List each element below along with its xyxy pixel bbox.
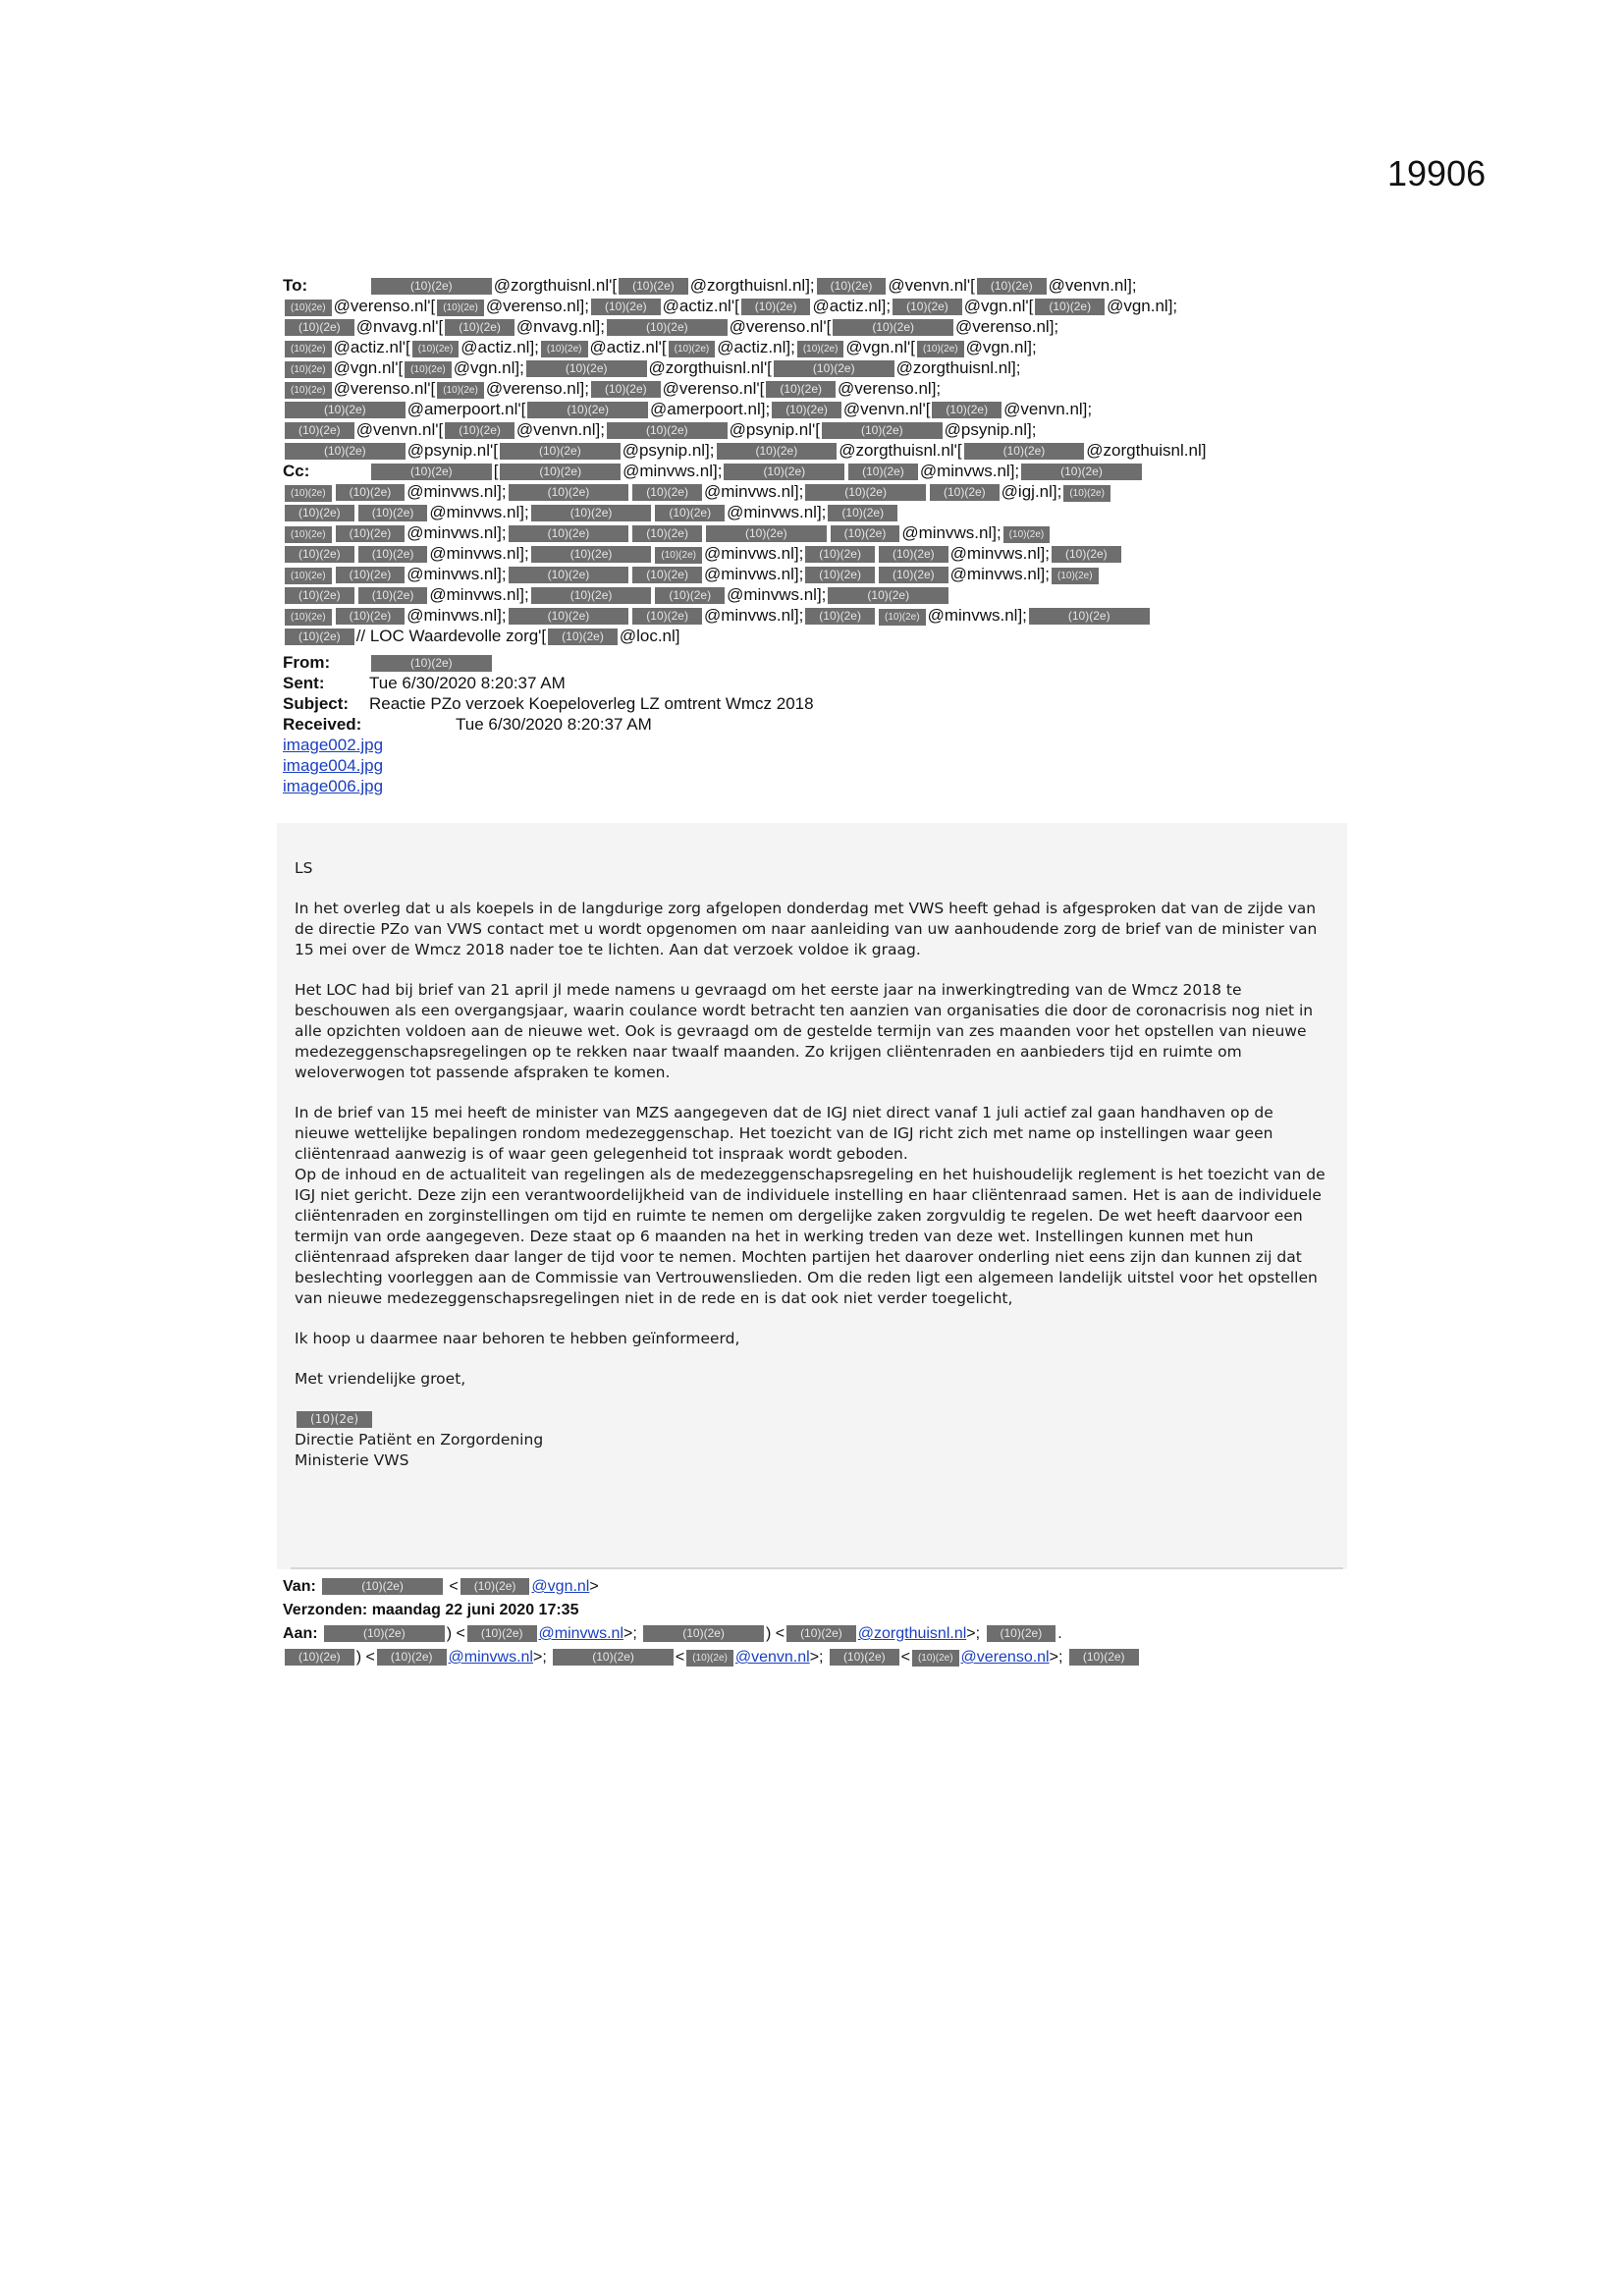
to-line-5 [283, 357, 1343, 378]
cc-line-2 [283, 481, 1343, 502]
redaction: (10)(2e) [285, 300, 332, 316]
redaction: (10)(2e) [336, 484, 406, 501]
email-link[interactable]: @minvws.nl [448, 1649, 533, 1666]
redaction: (10)(2e) [828, 505, 897, 521]
redaction: (10)(2e) [553, 1649, 674, 1666]
cc-address: @minvws.nl]; [406, 523, 507, 542]
to-address: @verenso.nl]; [838, 379, 942, 398]
redaction: (10)(2e) [437, 382, 484, 399]
to-address: @venvn.nl'[ [355, 420, 444, 439]
redaction: (10)(2e) [932, 402, 1001, 418]
redaction: (10)(2e) [371, 655, 492, 672]
redaction: (10)(2e) [460, 1578, 530, 1595]
bracket: ) < [765, 1625, 785, 1642]
attachment-link[interactable]: image006.jpg [283, 777, 384, 795]
redaction: (10)(2e) [977, 278, 1047, 295]
aan-label: Aan: [283, 1625, 318, 1642]
redaction: (10)(2e) [1021, 464, 1142, 480]
to-address: @vgn.nl'[ [333, 358, 404, 377]
redaction: (10)(2e) [336, 608, 406, 625]
email-link[interactable]: @vgn.nl [531, 1578, 590, 1595]
redaction: (10)(2e) [500, 443, 621, 460]
redaction: (10)(2e) [500, 464, 621, 480]
redaction: (10)(2e) [531, 587, 652, 604]
bracket: ) < [446, 1625, 465, 1642]
redaction: (10)(2e) [541, 341, 588, 357]
paragraph: Op de inhoud en de actualiteit van regelingen als de medezeggenschapsregeling en het huishoudelijk reglement is het toezicht van de IGJ niet gericht. Deze zijn een verantwoordelijkheid van de individuele instelling en haar cliëntenraad samen. Het is aan de individuele cliëntenraden en zorginstellingen om tijd en ruimte te nemen om dergelijke zaken zorgvuldig te regelen. De wet heeft daarvoor een termijn van orde aangegeven. Deze staat op 6 maanden na het in werking treden van deze wet. Instellingen kunnen met hun cliëntenraad afspreken daar langer de tijd voor te nemen. Mochten partijen het daarover onderling niet eens zijn dan kunnen zij dat beslechting voorleggen aan de Commissie van Vertrouwenslieden. Om die reden ligt een algemeen landelijk uitstel voor het opstellen van nieuwe medezeggenschapsregelingen niet in de rede en is dat ook niet verder toegelicht, [295, 1166, 1326, 1307]
cc-line-3 [283, 502, 1343, 522]
email-link[interactable]: @minvws.nl [538, 1625, 623, 1642]
redaction: (10)(2e) [805, 484, 926, 501]
to-address: @venvn.nl'[ [842, 400, 931, 418]
redaction: (10)(2e) [1003, 526, 1051, 543]
redaction: (10)(2e) [831, 525, 900, 542]
to-line-3 [283, 316, 1343, 337]
redaction: (10)(2e) [322, 1578, 443, 1595]
to-address: @amerpoort.nl'[ [406, 400, 526, 418]
redaction: (10)(2e) [655, 547, 702, 564]
received-label: Received: [283, 715, 362, 734]
redaction: (10)(2e) [848, 464, 918, 480]
to-address: @verenso.nl]; [955, 317, 1059, 336]
redaction: (10)(2e) [619, 278, 688, 295]
redaction: (10)(2e) [1052, 546, 1121, 563]
redaction: (10)(2e) [797, 341, 844, 357]
to-line-1 [283, 275, 1343, 296]
redaction: (10)(2e) [774, 360, 894, 377]
redaction: (10)(2e) [285, 402, 406, 418]
redaction: (10)(2e) [1035, 299, 1105, 315]
redaction: (10)(2e) [717, 443, 838, 460]
attachment-link[interactable]: image002.jpg [283, 736, 384, 754]
redaction: (10)(2e) [591, 381, 661, 398]
redaction: (10)(2e) [509, 525, 629, 542]
redaction: (10)(2e) [632, 484, 702, 501]
redaction: (10)(2e) [655, 505, 725, 521]
signature [295, 1409, 1329, 1471]
subject-label: Subject: [283, 694, 350, 713]
redaction: (10)(2e) [805, 546, 875, 563]
to-address: @verenso.nl'[ [729, 317, 832, 336]
redaction: (10)(2e) [643, 1625, 764, 1642]
redaction: (10)(2e) [686, 1650, 733, 1667]
cc-label: Cc: [283, 462, 310, 480]
verzonden-label: Verzonden: [283, 1602, 368, 1618]
redaction: (10)(2e) [669, 341, 716, 357]
redaction: (10)(2e) [358, 587, 428, 604]
closing: Met vriendelijke groet, [295, 1370, 466, 1388]
paragraph: Het LOC had bij brief van 21 april jl mede namens u gevraagd om het eerste jaar na inwerkingtreding van de Wmcz 2018 te beschouwen als een overgangsjaar, waarin coulance wordt betracht ten aanzien van organisaties die door de coronacrisis nog niet in alle opzichten voldoen aan de nieuwe wet. Ook is gevraagd om de gestelde termijn van zes maanden voor het opstellen van nieuwe medezeggenschapsregelingen op te rekken naar twaalf maanden. Zo krijgen cliëntenraden en aanbieders tijd en ruimte om weloverwogen tot passende afspraken te komen. [295, 981, 1314, 1081]
redaction: (10)(2e) [607, 319, 728, 336]
redaction: (10)(2e) [336, 525, 406, 542]
redaction: (10)(2e) [766, 381, 836, 398]
cc-address: @minvws.nl]; [406, 565, 507, 583]
redaction: (10)(2e) [285, 568, 332, 584]
email-meta [283, 652, 814, 735]
separator-text: >; [809, 1649, 824, 1666]
separator-text: >; [1049, 1649, 1063, 1666]
redaction: (10)(2e) [531, 546, 652, 563]
redaction: (10)(2e) [632, 525, 702, 542]
cc-address: @minvws.nl]; [703, 482, 804, 501]
redaction: (10)(2e) [445, 319, 514, 336]
verzonden-value: maandag 22 juni 2020 17:35 [371, 1602, 579, 1618]
email-link[interactable]: @zorgthuisnl.nl [857, 1625, 967, 1642]
redaction: (10)(2e) [632, 567, 702, 583]
redaction: (10)(2e) [445, 422, 514, 439]
redaction: (10)(2e) [285, 341, 332, 357]
cc-address: @minvws.nl]; [949, 544, 1050, 563]
to-address: @vgn.nl]; [965, 338, 1037, 356]
redaction: (10)(2e) [285, 505, 354, 521]
to-address: @actiz.nl]; [460, 338, 539, 356]
to-address: @venvn.nl]; [1048, 276, 1137, 295]
redaction: (10)(2e) [285, 382, 332, 399]
separator [291, 1567, 1343, 1569]
sent-label: Sent: [283, 674, 325, 692]
to-address: @actiz.nl'[ [333, 338, 410, 356]
redaction: (10)(2e) [591, 299, 661, 315]
to-label: To: [283, 276, 308, 295]
cc-address: @minvws.nl]; [727, 503, 827, 521]
bracket: ) < [355, 1649, 375, 1666]
signature-line: Ministerie VWS [295, 1451, 409, 1469]
to-address: @zorgthuisnl.nl'[ [648, 358, 772, 377]
received-value: Tue 6/30/2020 8:20:37 AM [456, 715, 652, 734]
to-address: @vgn.nl'[ [845, 338, 916, 356]
bracket: < [675, 1649, 685, 1666]
cc-address: @minvws.nl]; [703, 565, 804, 583]
to-address: @psynip.nl]; [944, 420, 1037, 439]
redaction: (10)(2e) [324, 1625, 445, 1642]
document-number: 19906 [1387, 153, 1487, 193]
sent-value: Tue 6/30/2020 8:20:37 AM [369, 674, 566, 692]
redaction: (10)(2e) [1063, 485, 1110, 502]
redaction: (10)(2e) [912, 1650, 959, 1667]
to-address: @psynip.nl]; [622, 441, 715, 460]
redaction: (10)(2e) [285, 526, 332, 543]
cc-line-7 [283, 584, 1343, 605]
to-address: @psynip.nl'[ [729, 420, 820, 439]
to-line-7 [283, 399, 1343, 419]
redaction: (10)(2e) [987, 1625, 1056, 1642]
redaction: (10)(2e) [336, 567, 406, 583]
separator-text: >; [966, 1625, 981, 1642]
to-address: @verenso.nl]; [485, 379, 589, 398]
to-address: @actiz.nl'[ [662, 297, 739, 315]
redaction: (10)(2e) [879, 567, 948, 583]
cc-address: @minvws.nl]; [429, 503, 529, 521]
to-address: @psynip.nl'[ [406, 441, 499, 460]
paragraph: In de brief van 15 mei heeft de minister van MZS aangegeven dat de IGJ niet direct vanaf 1 juli actief zal gaan handhaven op de nieuwe wettelijke bepalingen rondom medezeggenschap. Het toezicht van de IGJ richt zich met name op instellingen waar geen cliëntenraad aanwezig is of waar geen gelegenheid tot inspraak wordt geboden. [295, 1104, 1273, 1163]
cc-address: @minvws.nl]; [901, 523, 1001, 542]
cc-line-4 [283, 522, 1343, 543]
cc-address: @minvws.nl]; [919, 462, 1020, 480]
email-link[interactable]: @venvn.nl [734, 1649, 810, 1666]
to-address: @vgn.nl]; [453, 358, 524, 377]
redaction: (10)(2e) [467, 1625, 537, 1642]
van-label: Van: [283, 1578, 316, 1595]
redaction: (10)(2e) [285, 485, 332, 502]
email-header [283, 275, 1343, 646]
redaction: (10)(2e) [805, 567, 875, 583]
bracket: < [449, 1578, 459, 1595]
attachments [283, 735, 383, 796]
to-address: @zorgthuisnl.nl]; [895, 358, 1021, 377]
to-address: @verenso.nl'[ [333, 297, 436, 315]
redaction: (10)(2e) [607, 422, 728, 439]
cc-address: @minvws.nl]; [949, 565, 1050, 583]
signature-line: Directie Patiënt en Zorgordening [295, 1431, 544, 1449]
to-address: @vgn.nl'[ [963, 297, 1034, 315]
to-address: @verenso.nl'[ [662, 379, 765, 398]
to-line-2 [283, 296, 1343, 316]
cc-address: @minvws.nl]; [727, 585, 827, 604]
redaction: (10)(2e) [786, 1625, 856, 1642]
redaction: (10)(2e) [893, 299, 962, 315]
to-address: @zorgthuisnl.nl] [1086, 441, 1207, 460]
redaction: (10)(2e) [772, 402, 841, 418]
email-link[interactable]: @verenso.nl [960, 1649, 1050, 1666]
to-address: @venvn.nl]; [1003, 400, 1093, 418]
redaction: (10)(2e) [724, 464, 844, 480]
to-line-9 [283, 440, 1343, 461]
cc-address: @igj.nl]; [1001, 482, 1062, 501]
redaction: (10)(2e) [879, 609, 926, 626]
redaction: (10)(2e) [531, 505, 652, 521]
to-line-6 [283, 378, 1343, 399]
cc-address: @loc.nl] [619, 627, 680, 645]
to-address: @actiz.nl]; [812, 297, 892, 315]
redaction: (10)(2e) [879, 546, 948, 563]
cc-address: @minvws.nl]; [623, 462, 723, 480]
redaction: (10)(2e) [285, 629, 354, 645]
redaction: (10)(2e) [358, 546, 428, 563]
cc-line-6 [283, 564, 1343, 584]
cc-address: @minvws.nl]; [406, 606, 507, 625]
bracket: > [589, 1578, 599, 1595]
redaction: (10)(2e) [527, 402, 648, 418]
to-address: @venvn.nl]; [515, 420, 605, 439]
redaction: (10)(2e) [412, 341, 460, 357]
subject-value: Reactie PZo verzoek Koepeloverleg LZ omtrent Wmcz 2018 [369, 694, 814, 713]
message-body [277, 823, 1347, 1569]
to-address: @actiz.nl]; [717, 338, 795, 356]
cc-address: @minvws.nl]; [703, 544, 804, 563]
to-address: @vgn.nl]; [1107, 297, 1178, 315]
redaction: (10)(2e) [1052, 568, 1099, 584]
to-address: @zorgthuisnl.nl'[ [839, 441, 962, 460]
cc-address: @minvws.nl]; [927, 606, 1027, 625]
cc-line-9 [283, 626, 1343, 646]
cc-line-1 [283, 461, 1343, 481]
to-line-4 [283, 337, 1343, 357]
redaction: (10)(2e) [509, 567, 629, 583]
cc-line-8 [283, 605, 1343, 626]
redaction: (10)(2e) [817, 278, 887, 295]
to-address: @actiz.nl'[ [589, 338, 667, 356]
bracket: < [900, 1649, 910, 1666]
redaction: (10)(2e) [358, 505, 428, 521]
to-address: @venvn.nl'[ [888, 276, 975, 295]
redaction: (10)(2e) [285, 546, 354, 563]
separator-text: . [1057, 1625, 1062, 1642]
to-line-8 [283, 419, 1343, 440]
redaction: (10)(2e) [1069, 1649, 1139, 1666]
redaction: (10)(2e) [741, 299, 811, 315]
to-address: @zorgthuisnl.nl]; [689, 276, 815, 295]
cc-address: [ [493, 462, 499, 480]
to-address: @amerpoort.nl]; [650, 400, 771, 418]
paragraph: In het overleg dat u als koepels in de langdurige zorg afgelopen donderdag met VWS heeft gehad is afgesproken dat van de zijde van de directie PZo van VWS contact met u wordt opgenomen om naar aanleiding van uw aanhoudende zorg de brief van de minister van 15 mei over de Wmcz 2018 nader toe te lichten. Aan dat verzoek voldoe ik graag. [295, 900, 1318, 958]
redaction: (10)(2e) [526, 360, 647, 377]
redaction: (10)(2e) [822, 422, 943, 439]
redaction: (10)(2e) [548, 629, 618, 645]
redaction: (10)(2e) [828, 587, 948, 604]
redaction: (10)(2e) [509, 608, 629, 625]
redaction: (10)(2e) [405, 361, 452, 378]
redaction: (10)(2e) [1029, 608, 1150, 625]
redaction: (10)(2e) [632, 608, 702, 625]
cc-address: @minvws.nl]; [429, 544, 529, 563]
redaction: (10)(2e) [917, 341, 964, 357]
separator-text: >; [532, 1649, 547, 1666]
cc-address: // LOC Waardevolle zorg'[ [355, 627, 547, 645]
forwarded-header [283, 1567, 1343, 1669]
redaction: (10)(2e) [830, 1649, 899, 1666]
redaction: (10)(2e) [285, 443, 406, 460]
to-address: @zorgthuisnl.nl'[ [493, 276, 618, 295]
redaction: (10)(2e) [805, 608, 875, 625]
paragraph: Ik hoop u daarmee naar behoren te hebben geïnformeerd, [295, 1330, 740, 1347]
redaction: (10)(2e) [371, 278, 492, 295]
redaction: (10)(2e) [930, 484, 1000, 501]
to-address: @nvavg.nl'[ [355, 317, 444, 336]
redaction: (10)(2e) [285, 422, 354, 439]
cc-line-5 [283, 543, 1343, 564]
redaction: (10)(2e) [706, 525, 827, 542]
redaction: (10)(2e) [509, 484, 629, 501]
redaction: (10)(2e) [297, 1411, 372, 1428]
redaction: (10)(2e) [964, 443, 1085, 460]
from-label: From: [283, 653, 331, 672]
separator-text: >; [623, 1625, 637, 1642]
to-address: @verenso.nl'[ [333, 379, 436, 398]
redaction: (10)(2e) [437, 300, 484, 316]
cc-address: @minvws.nl]; [703, 606, 804, 625]
to-address: @nvavg.nl]; [515, 317, 605, 336]
redaction: (10)(2e) [285, 587, 354, 604]
redaction: (10)(2e) [285, 1649, 354, 1666]
redaction: (10)(2e) [371, 464, 492, 480]
attachment-link[interactable]: image004.jpg [283, 756, 384, 775]
redaction: (10)(2e) [285, 319, 354, 336]
redaction: (10)(2e) [377, 1649, 447, 1666]
to-address: @verenso.nl]; [485, 297, 589, 315]
redaction: (10)(2e) [285, 361, 332, 378]
redaction: (10)(2e) [655, 587, 725, 604]
cc-address: @minvws.nl]; [406, 482, 507, 501]
redaction: (10)(2e) [285, 609, 332, 626]
salutation: LS [295, 859, 313, 877]
cc-address: @minvws.nl]; [429, 585, 529, 604]
redaction: (10)(2e) [833, 319, 953, 336]
